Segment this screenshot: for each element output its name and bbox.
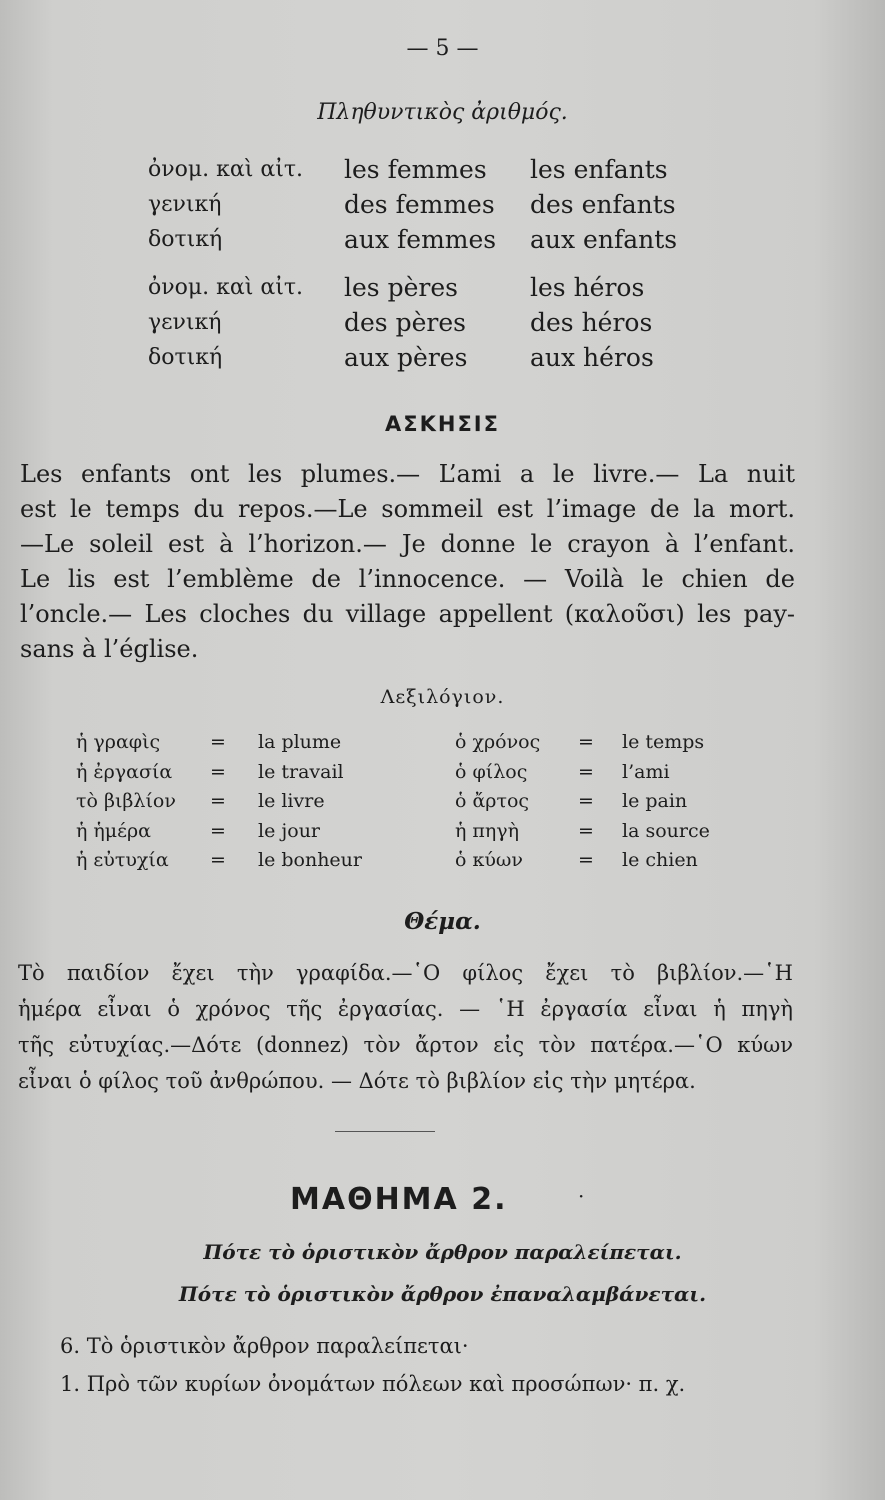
french-word: l’ami bbox=[622, 760, 670, 783]
lesson-subtitle-2: Πότε τὸ ὁριστικὸν ἄρθρον ἐπαναλαμβάνεται. bbox=[178, 1282, 707, 1306]
french-word: le chien bbox=[622, 849, 698, 871]
french-word: la plume bbox=[258, 731, 342, 753]
lesson-subtitle-1: Πότε τὸ ὁριστικὸν ἄρθρον παραλείπεται. bbox=[203, 1240, 682, 1264]
theme-line: ἡμέρα εἶναι ὁ χρόνος τῆς ἐργασίας. — ῾Η ἐργασία εἶναι ἡ πηγὴ bbox=[18, 997, 793, 1021]
greek-word: ὁ κύων bbox=[455, 849, 523, 871]
vocab-row bbox=[60, 817, 760, 847]
theme-line: τῆς εὐτυχίας.—Δότε (donnez) τὸν ἄρτον εἰς τὸν πατέρα.—῾Ο κύων bbox=[18, 1033, 793, 1057]
vocab-row bbox=[60, 758, 760, 788]
section-divider bbox=[335, 1131, 435, 1132]
theme-heading: Θέμα. bbox=[404, 908, 481, 935]
exercise-line: sans à l’église. bbox=[20, 635, 199, 663]
case-label: δοτική bbox=[148, 345, 223, 370]
greek-word: ὁ χρόνος bbox=[455, 731, 541, 753]
plural-heading: Πληθυντικὸς ἀριθμός. bbox=[317, 100, 568, 125]
declension-row bbox=[148, 270, 768, 305]
equals-sign: = bbox=[210, 790, 226, 812]
case-label: γενική bbox=[148, 192, 222, 217]
case-label: δοτική bbox=[148, 227, 223, 252]
equals-sign: = bbox=[578, 731, 594, 753]
form-a: aux pères bbox=[344, 343, 468, 372]
french-word: la source bbox=[622, 819, 710, 842]
greek-word: ἡ πηγὴ bbox=[455, 819, 520, 842]
declension-row bbox=[148, 340, 768, 375]
exercise-line: Les enfants ont les plumes.— L’ami a le livre.— La nuit bbox=[20, 460, 795, 488]
lesson-title: ΜΑΘΗΜΑ 2. bbox=[290, 1182, 508, 1217]
vocab-heading: Λεξιλόγιον. bbox=[380, 686, 505, 708]
french-word: le pain bbox=[622, 790, 688, 812]
form-b: les enfants bbox=[530, 155, 668, 184]
equals-sign: = bbox=[578, 849, 594, 871]
exercise-line: —Le soleil est à l’horizon.— Je donne le crayon à l’enfant. bbox=[20, 530, 795, 558]
page-number: — 5 — bbox=[406, 36, 479, 61]
form-a: les femmes bbox=[344, 155, 487, 184]
declension-table-2 bbox=[148, 270, 768, 375]
declension-row bbox=[148, 305, 768, 340]
french-word: le travail bbox=[258, 760, 344, 783]
equals-sign: = bbox=[578, 819, 594, 842]
equals-sign: = bbox=[210, 849, 226, 871]
french-word: le temps bbox=[622, 731, 705, 753]
equals-sign: = bbox=[210, 760, 226, 783]
form-a: les pères bbox=[344, 273, 458, 302]
exercise-paragraph bbox=[20, 457, 795, 667]
form-b: des enfants bbox=[530, 190, 676, 219]
vocab-row bbox=[60, 846, 760, 876]
equals-sign: = bbox=[578, 790, 594, 812]
rule-6-1: 1. Πρὸ τῶν κυρίων ὀνομάτων πόλεων καὶ προσώπων· π. χ. bbox=[60, 1372, 686, 1396]
french-word: le livre bbox=[258, 790, 325, 812]
equals-sign: = bbox=[210, 819, 226, 842]
french-word: le bonheur bbox=[258, 849, 362, 871]
greek-word: τὸ βιβλίον bbox=[76, 790, 176, 812]
declension-row bbox=[148, 152, 768, 187]
equals-sign: = bbox=[210, 731, 226, 753]
equals-sign: = bbox=[578, 760, 594, 783]
case-label: ὀνομ. καὶ αἰτ. bbox=[148, 275, 304, 300]
form-b: les héros bbox=[530, 273, 645, 302]
vocab-row bbox=[60, 787, 760, 817]
form-a: des femmes bbox=[344, 190, 495, 219]
french-word: le jour bbox=[258, 819, 321, 842]
exercise-line: Le lis est l’emblème de l’innocence. — Voilà le chien de bbox=[20, 565, 795, 593]
form-b: aux enfants bbox=[530, 225, 678, 254]
declension-row bbox=[148, 187, 768, 222]
declension-row bbox=[148, 222, 768, 257]
form-b: aux héros bbox=[530, 343, 654, 372]
greek-word: ἡ ἐργασία bbox=[76, 760, 173, 783]
greek-word: ὁ ἄρτος bbox=[455, 790, 530, 812]
declension-table-1 bbox=[148, 152, 768, 257]
exercise-line: est le temps du repos.—Le sommeil est l’image de la mort. bbox=[20, 495, 795, 523]
theme-line: εἶναι ὁ φίλος τοῦ ἀνθρώπου. — Δότε τὸ βιβλίον εἰς τὴν μητέρα. bbox=[18, 1069, 696, 1093]
form-a: aux femmes bbox=[344, 225, 497, 254]
form-b: des héros bbox=[530, 308, 653, 337]
vocab-row bbox=[60, 728, 760, 758]
exercise-heading: ΑΣΚΗΣΙΣ bbox=[385, 412, 500, 436]
greek-word: ἡ ἡμέρα bbox=[76, 819, 151, 842]
greek-word: ἡ γραφὶς bbox=[76, 731, 161, 753]
theme-line: Τὸ παιδίον ἔχει τὴν γραφίδα.—῾Ο φίλος ἔχει τὸ βιβλίον.—῾Η bbox=[18, 961, 793, 985]
rule-6: 6. Τὸ ὁριστικὸν ἄρθρον παραλείπεται· bbox=[60, 1334, 469, 1358]
greek-word: ἡ εὐτυχία bbox=[76, 849, 169, 871]
form-a: des pères bbox=[344, 308, 466, 337]
stray-mark: · bbox=[578, 1184, 585, 1208]
greek-word: ὁ φίλος bbox=[455, 760, 528, 783]
exercise-line: l’oncle.— Les cloches du village appellent (καλοῦσι) les pay- bbox=[20, 600, 795, 628]
case-label: γενική bbox=[148, 310, 222, 335]
case-label: ὀνομ. καὶ αἰτ. bbox=[148, 157, 304, 182]
vocab-table bbox=[60, 728, 760, 876]
theme-paragraph bbox=[18, 955, 793, 1099]
